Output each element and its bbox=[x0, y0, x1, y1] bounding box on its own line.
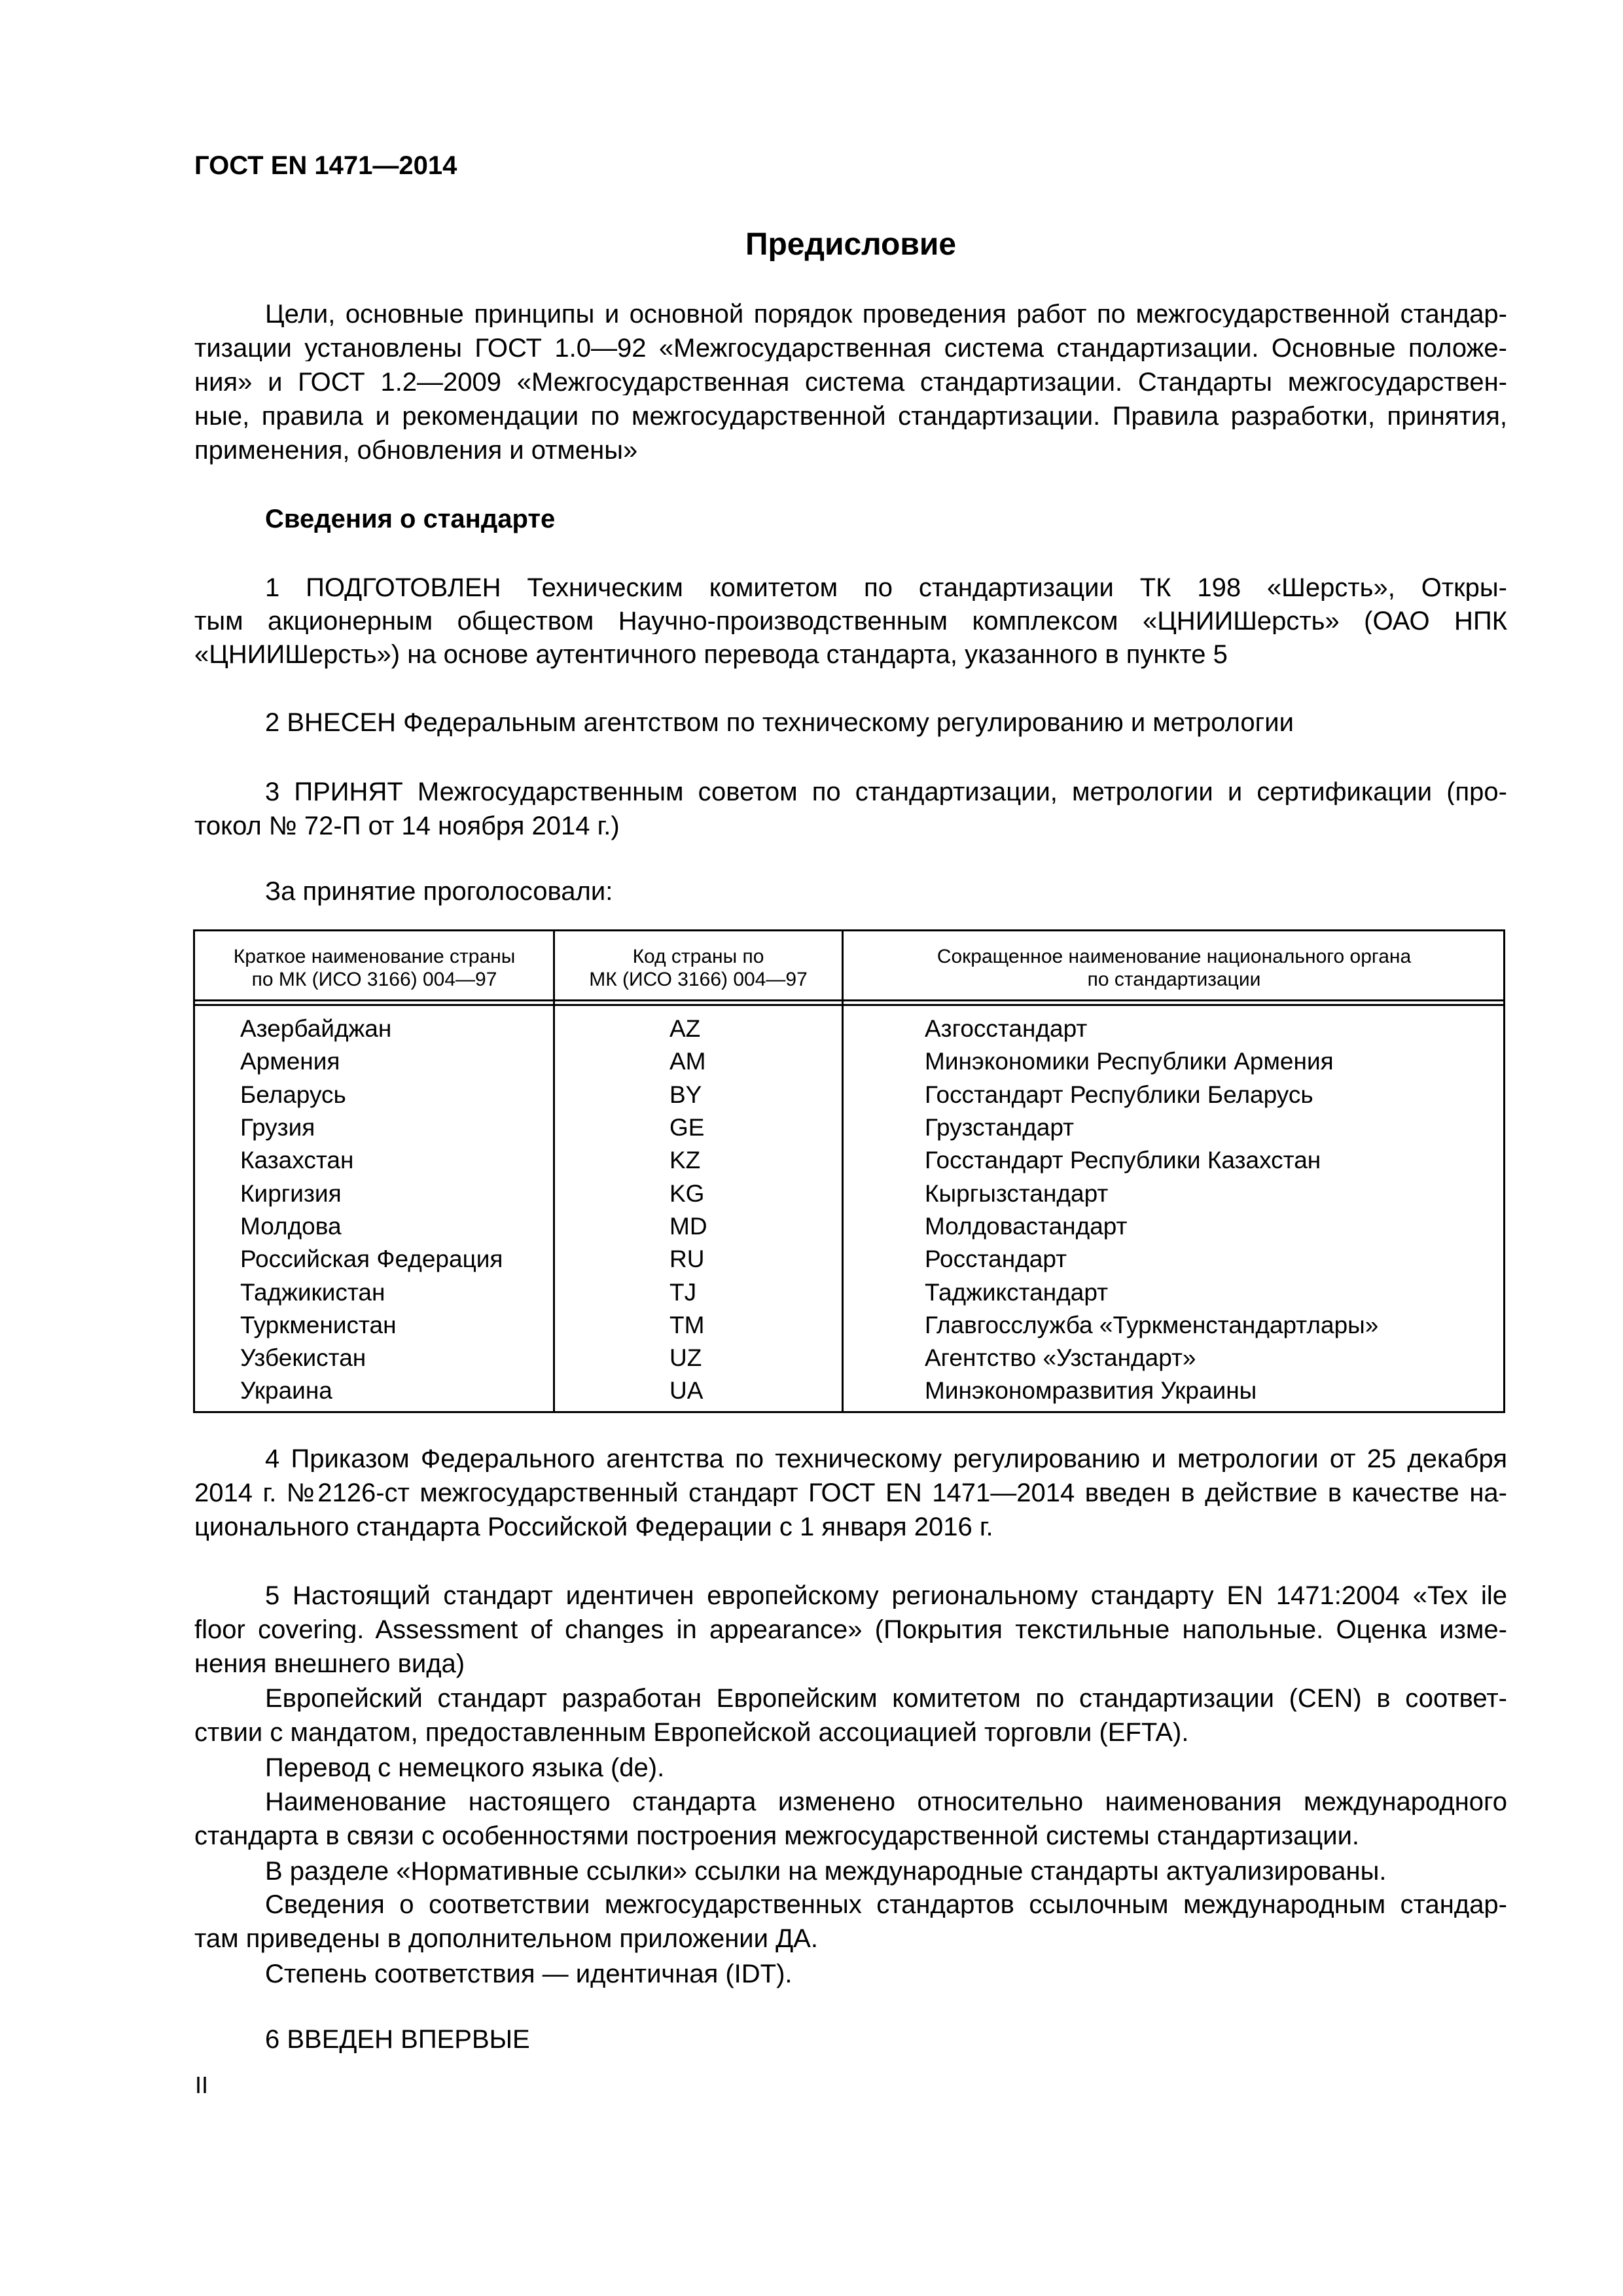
header-line: по МК (ИСО 3166) 004—97 bbox=[251, 969, 497, 990]
cell-national-body: Главгосслужба «Туркменстандартлары» bbox=[925, 1312, 1379, 1338]
cell-national-body: Госстандарт Республики Казахстан bbox=[925, 1147, 1321, 1174]
intro-line: ния» и ГОСТ 1.2—2009 «Межгосударственная система стандартизации. Стандарты межгосударствен- bbox=[194, 369, 1507, 395]
column-divider bbox=[553, 929, 555, 1413]
cell-code: RU bbox=[669, 1246, 705, 1272]
item-line: 5 Настоящий стандарт идентичен европейскому региональному стандарту EN 1471:2004 «Tex ile bbox=[265, 1583, 1507, 1609]
column-header-code bbox=[555, 945, 842, 991]
cell-code: MD bbox=[669, 1213, 707, 1240]
column-divider bbox=[842, 929, 844, 1413]
cell-national-body: Кыргызстандарт bbox=[925, 1180, 1109, 1207]
cell-code: KG bbox=[669, 1180, 705, 1207]
cell-national-body: Молдовастандарт bbox=[925, 1213, 1128, 1240]
vote-label: За принятие проголосовали: bbox=[265, 877, 613, 906]
cell-country: Узбекистан bbox=[240, 1344, 366, 1371]
item-line: В разделе «Нормативные ссылки» ссылки на международные стандарты актуализированы. bbox=[265, 1857, 1387, 1886]
item-line: Перевод с немецкого языка (de). bbox=[265, 1753, 665, 1782]
item-line: там приведены в дополнительном приложении ДА. bbox=[194, 1924, 818, 1953]
cell-country: Таджикистан bbox=[240, 1279, 385, 1306]
item-line: 4 Приказом Федерального агентства по техническому регулированию и метрологии от 25 декабря bbox=[265, 1446, 1507, 1472]
cell-code: GE bbox=[669, 1114, 705, 1141]
page-number: II bbox=[195, 2072, 209, 2098]
item-6-first-introduced: 6 ВВЕДЕН ВПЕРВЫЕ bbox=[265, 2025, 530, 2054]
cell-country: Казахстан bbox=[240, 1147, 354, 1174]
item-line: «ЦНИИШерсть») на основе аутентичного перевода стандарта, указанного в пункте 5 bbox=[194, 640, 1228, 669]
standard-info-heading: Сведения о стандарте bbox=[265, 505, 556, 533]
intro-line: ные, правила и рекомендации по межгосударственной стандартизации. Правила разработки, принятия, bbox=[194, 403, 1507, 429]
cell-country: Туркменистан bbox=[240, 1312, 397, 1338]
item-line: 1 ПОДГОТОВЛЕН Техническим комитетом по стандартизации ТК 198 «Шерсть», Откры- bbox=[265, 575, 1507, 601]
cell-national-body: Таджикстандарт bbox=[925, 1279, 1109, 1306]
item-line: тым акционерным обществом Научно-производственным комплексом «ЦНИИШерсть» (ОАО НПК bbox=[194, 608, 1507, 634]
cell-national-body: Госстандарт Республики Беларусь bbox=[925, 1081, 1313, 1108]
item-line: ционального стандарта Российской Федерации с 1 января 2016 г. bbox=[194, 1513, 993, 1541]
header-line: Код страны по bbox=[632, 946, 764, 967]
header-line: по стандартизации bbox=[1087, 969, 1261, 990]
cell-country: Грузия bbox=[240, 1114, 315, 1141]
column-header-country bbox=[195, 945, 554, 991]
item-line: стандарта в связи с особенностями построения межгосударственной системы стандартизации. bbox=[194, 1821, 1360, 1850]
item-line: Европейский стандарт разработан Европейским комитетом по стандартизации (CEN) в соответ- bbox=[265, 1685, 1507, 1712]
cell-code: UZ bbox=[669, 1344, 702, 1371]
item-line: нения внешнего вида) bbox=[194, 1649, 465, 1678]
cell-code: UA bbox=[669, 1377, 704, 1404]
cell-national-body: Минэкономики Республики Армения bbox=[925, 1048, 1334, 1075]
item-line: 2014 г. №2126-ст межгосударственный стандарт ГОСТ EN 1471—2014 введен в действие в качестве на- bbox=[194, 1480, 1507, 1506]
cell-country: Киргизия bbox=[240, 1180, 342, 1207]
cell-country: Армения bbox=[240, 1048, 340, 1075]
page-title: Предисловие bbox=[745, 227, 957, 262]
cell-national-body: Росстандарт bbox=[925, 1246, 1067, 1272]
intro-line: применения, обновления и отмены» bbox=[194, 436, 638, 465]
item-line: ствии с мандатом, предоставленным Европейской ассоциацией торговли (EFTA). bbox=[194, 1718, 1189, 1747]
item-line: токол № 72-П от 14 ноября 2014 г.) bbox=[194, 812, 620, 840]
header-line: МК (ИСО 3166) 004—97 bbox=[589, 969, 808, 990]
cell-code: KZ bbox=[669, 1147, 701, 1174]
cell-national-body: Агентство «Узстандарт» bbox=[925, 1344, 1196, 1371]
cell-code: TM bbox=[669, 1312, 705, 1338]
cell-country: Российская Федерация bbox=[240, 1246, 503, 1272]
item-line: Наименование настоящего стандарта изменено относительно наименования международного bbox=[265, 1789, 1507, 1815]
item-line: 3 ПРИНЯТ Межгосударственным советом по стандартизации, метрологии и сертификации (про- bbox=[265, 779, 1507, 805]
header-double-rule-top bbox=[193, 999, 1505, 1001]
cell-code: AZ bbox=[669, 1015, 701, 1042]
header-line: Краткое наименование страны bbox=[233, 946, 516, 967]
cell-national-body: Минэкономразвития Украины bbox=[925, 1377, 1257, 1404]
document-code-header: ГОСТ EN 1471—2014 bbox=[194, 151, 457, 180]
intro-line: Цели, основные принципы и основной порядок проведения работ по межгосударственной стандар- bbox=[265, 301, 1507, 327]
cell-code: TJ bbox=[669, 1279, 697, 1306]
item-line: Сведения о соответствии межгосударственных стандартов ссылочным международным стандар- bbox=[265, 1892, 1507, 1918]
cell-country: Азербайджан bbox=[240, 1015, 392, 1042]
intro-line: тизации установлены ГОСТ 1.0—92 «Межгосударственная система стандартизации. Основные положе- bbox=[194, 335, 1507, 361]
item-line: floor covering. Assessment of changes in appearance» (Покрытия текстильные напольные. Оценка изме- bbox=[194, 1617, 1507, 1643]
cell-code: AM bbox=[669, 1048, 706, 1075]
cell-national-body: Грузстандарт bbox=[925, 1114, 1075, 1141]
cell-country: Украина bbox=[240, 1377, 332, 1404]
header-line: Сокращенное наименование национального органа bbox=[936, 946, 1412, 967]
item-line: Степень соответствия — идентичная (IDT). bbox=[265, 1960, 793, 1988]
cell-country: Молдова bbox=[240, 1213, 342, 1240]
cell-code: BY bbox=[669, 1081, 702, 1108]
cell-country: Беларусь bbox=[240, 1081, 346, 1108]
cell-national-body: Азгосстандарт bbox=[925, 1015, 1088, 1042]
item-2-submitted: 2 ВНЕСЕН Федеральным агентством по техническому регулированию и метрологии bbox=[265, 708, 1294, 737]
header-double-rule-bottom bbox=[193, 1004, 1505, 1006]
column-header-national-body bbox=[844, 945, 1505, 991]
